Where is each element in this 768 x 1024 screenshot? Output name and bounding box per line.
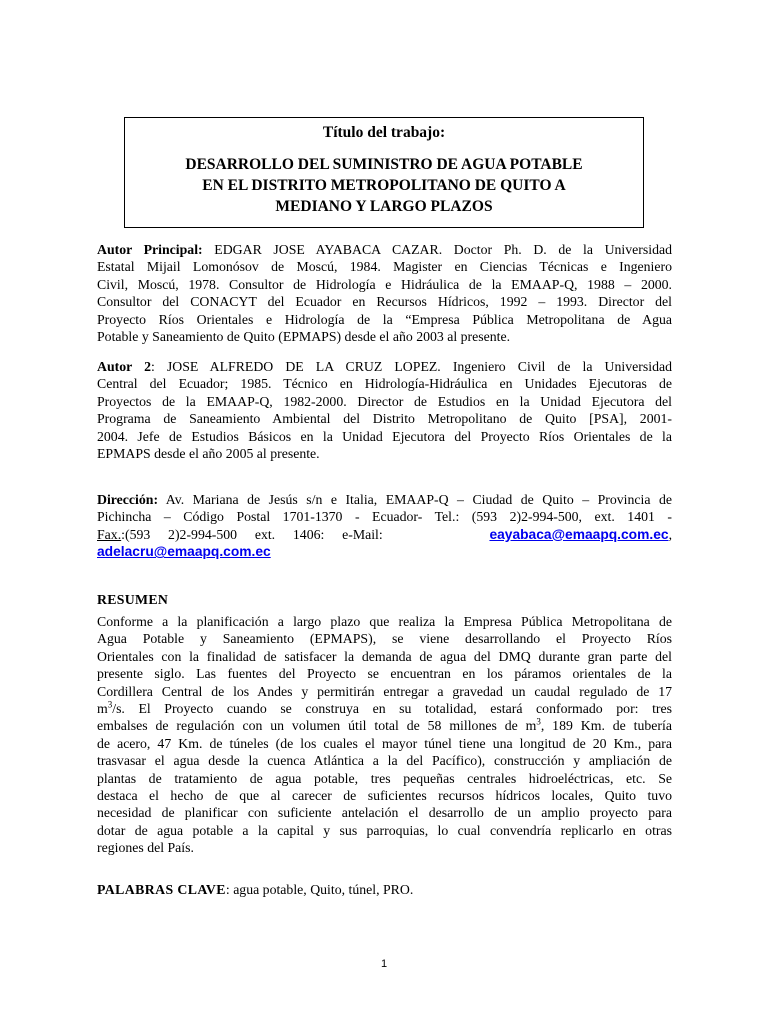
resumen-heading: RESUMEN	[97, 592, 169, 607]
author2-text: : JOSE ALFREDO DE LA CRUZ LOPEZ. Ingeniero Civil de la Universidad	[150, 359, 672, 374]
title-line: MEDIANO Y LARGO PLAZOS	[275, 198, 493, 215]
address-text: Pichincha – Código Postal 1701-1370 - Ecuador- Tel.: (593 2)2-994-500, ext. 1401 -	[97, 509, 672, 525]
author2-text: Programa de Saneamiento Ambiental del Distrito Metropolitano de Quito [PSA], 2001-	[97, 411, 672, 427]
author2-label: Autor 2	[97, 359, 151, 374]
author1-text: Civil, Moscú, 1978. Consultor de Hidrología e Hidráulica de la EMAAP-Q, 1988 – 2000.	[97, 276, 672, 292]
email-link-1[interactable]: eayabaca@emaapq.com.ec	[489, 526, 669, 542]
address-paragraph: Dirección: Av. Mariana de Jesús s/n e Italia, EMAAP-Q – Ciudad de Quito – Provincia de Pichincha – Código Postal 1701-1370 - Ecuador- Tel.: (593 2)2-994-500, ext. 1401 - Fax.:(593 2)2-994-500 ext. 1406: e-Mail: eayabaca@emaapq.com.ec, adelacru@emaapq.com.ec	[97, 492, 673, 560]
resumen-text: Agua Potable y Saneamiento (EPMAPS), se viene desarrollando el Proyecto Ríos	[97, 631, 672, 647]
title-box	[124, 117, 644, 228]
resumen-text: dotar de agua potable a la capital y sus parroquias, lo cual convendría replicarlo en otras	[97, 822, 672, 838]
author1-text: Potable y Saneamiento de Quito (EPMAPS) desde el año 2003 al presente.	[97, 329, 511, 345]
page-number: 1	[380, 958, 388, 970]
author2-text: EPMAPS desde el año 2005 al presente.	[97, 446, 320, 462]
author2-paragraph	[97, 358, 672, 462]
resumen-text: destaca el hecho de que al carecer de suficientes recursos hídricos locales, Quito tuvo	[97, 788, 672, 804]
author1-text: EDGAR JOSE AYABACA CAZAR. Doctor Ph. D. de la Universidad	[214, 242, 673, 257]
resumen-paragraph	[97, 613, 672, 857]
resumen-text: regiones del País.	[97, 840, 194, 856]
fax-text: :(593 2)2-994-500 ext. 1406: e-Mail:	[121, 526, 383, 542]
resumen-text: trasvasar el agua desde la cuenca Atlántica a la del Pacífico), construcción y ampliación de	[97, 753, 672, 769]
title-line: DESARROLLO DEL SUMINISTRO DE AGUA POTABLE	[185, 156, 583, 173]
email-link-2[interactable]: adelacru@emaapq.com.ec	[97, 544, 271, 560]
author1-paragraph	[97, 241, 672, 345]
title-line: EN EL DISTRITO METROPOLITANO DE QUITO A	[202, 177, 566, 194]
address-label: Dirección:	[97, 492, 159, 507]
resumen-text: Cordillera Central de los Andes y permitirán entregar a gravedad un caudal regulado de 17	[97, 683, 672, 699]
resumen-text: embalses de regulación con un volumen útil total de 58 millones de m	[97, 718, 537, 734]
author1-text: Consultor del CONACYT del Ecuador en Recursos Hídricos, 1992 – 1993. Director del	[97, 294, 672, 310]
keywords-text: : agua potable, Quito, túnel, PRO.	[225, 882, 414, 897]
author2-text: Proyectos de la EMAAP-Q, 1982-2000. Director de Estudios en la Unidad Ejecutora del	[97, 393, 672, 409]
address-text: Av. Mariana de Jesús s/n e Italia, EMAAP-Q – Ciudad de Quito – Provincia de	[165, 492, 672, 507]
fax-label: Fax.	[97, 526, 122, 542]
resumen-text: /s. El Proyecto cuando se construya en su totalidad, estará conformado por: tres	[112, 701, 672, 717]
author1-label: Autor Principal:	[97, 242, 203, 257]
author2-text: 2004. Jefe de Estudios Básicos en la Unidad Ejecutora del Proyecto Ríos Orientales de la	[97, 428, 672, 444]
author1-text: Estatal Mijail Lomonósov de Moscú, 1984. Magister en Ciencias Técnicas e Ingeniero	[97, 259, 672, 275]
resumen-text: necesidad de planificar con suficiente antelación el desarrollo de un amplio proyecto para	[97, 805, 672, 821]
author2-text: Central del Ecuador; 1985. Técnico en Hidrología-Hidráulica en Unidades Ejecutoras de	[97, 376, 672, 392]
document-title	[125, 154, 643, 217]
keywords-line	[97, 882, 413, 898]
resumen-text: Conforme a la planificación a largo plazo que realiza la Empresa Pública Metropolitana de	[97, 614, 672, 629]
resumen-text: presente siglo. Las fuentes del Proyecto se encuentran en los páramos orientales de la	[97, 666, 672, 682]
unit-m: m	[97, 701, 108, 717]
resumen-text: de acero, 47 Km. de túneles (de los cuales el mayor túnel tiene una longitud de 20 Km., para	[97, 735, 672, 751]
resumen-text: Orientales con la finalidad de satisfacer la demanda de agua del DMQ durante gran parte del	[97, 648, 672, 664]
superscript-3: 3	[107, 699, 113, 710]
keywords-label: PALABRAS CLAVE	[97, 882, 226, 897]
superscript-3: 3	[536, 716, 541, 727]
resumen-text: plantas de tratamiento de agua potable, tres pequeñas centrales hidroeléctricas, etc. Se	[97, 770, 672, 786]
title-label: Título del trabajo:	[322, 124, 446, 141]
author1-text: Proyecto Ríos Orientales e Hidrología de la “Empresa Pública Metropolitana de Agua	[97, 311, 672, 327]
resumen-text: , 189 Km. de tubería	[540, 718, 672, 734]
